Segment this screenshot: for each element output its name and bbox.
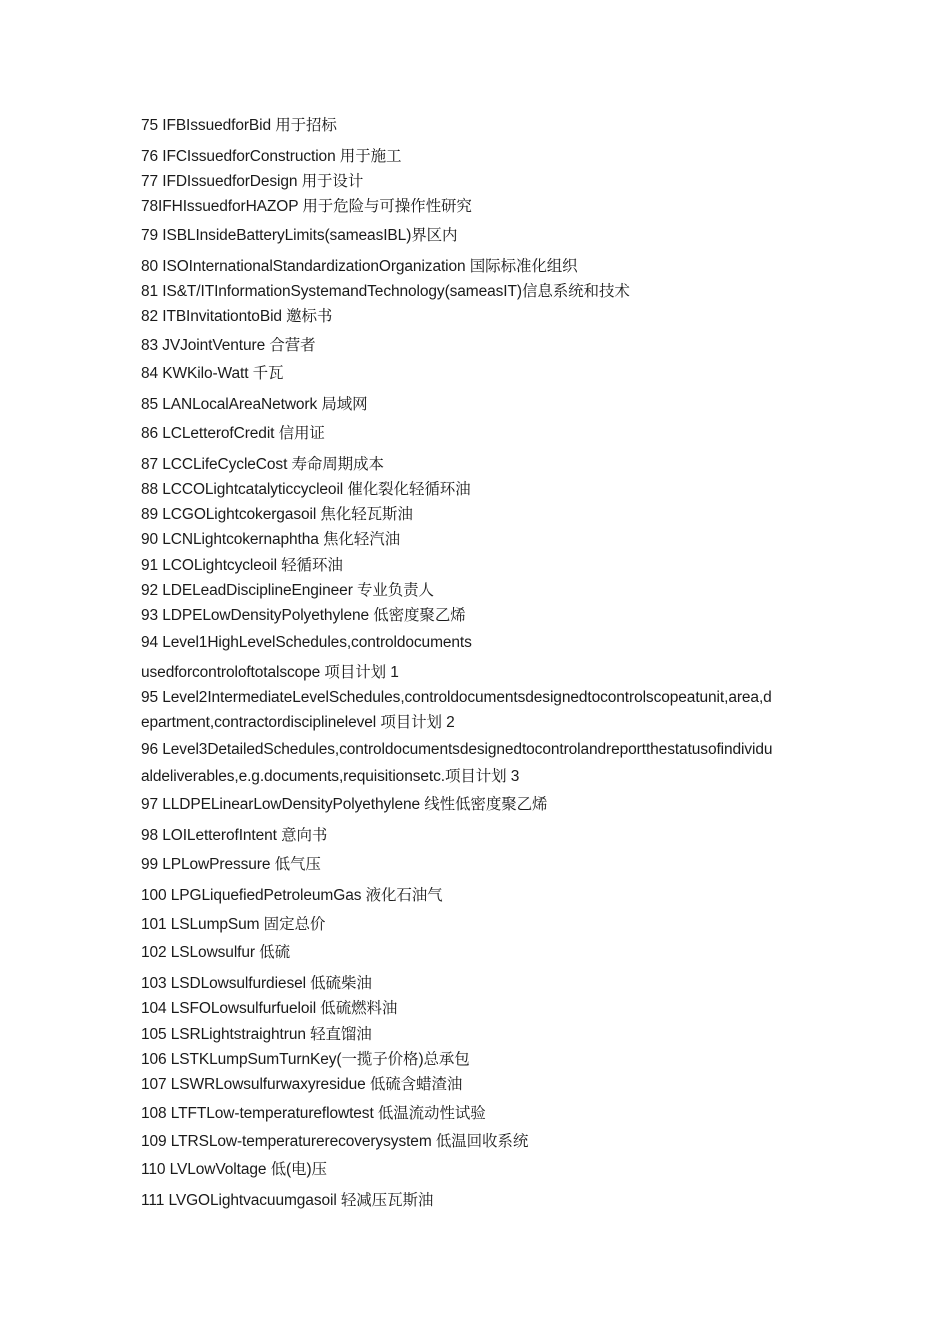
glossary-entry-88: 88 LCCOLightcatalyticcycleoil 催化裂化轻循环油 xyxy=(141,481,471,498)
glossary-entry-103: 103 LSDLowsulfurdiesel 低硫柴油 xyxy=(141,975,372,992)
glossary-entry-99: 99 LPLowPressure 低气压 xyxy=(141,856,321,873)
glossary-entry-104: 104 LSFOLowsulfurfueloil 低硫燃料油 xyxy=(141,1000,398,1017)
glossary-entry-79: 79 ISBLInsideBatteryLimits(sameasIBL)界区内 xyxy=(141,227,458,244)
glossary-entry-81: 81 IS&T/ITInformationSystemandTechnology(sameasIT)信息系统和技术 xyxy=(141,283,630,300)
glossary-entry-85: 85 LANLocalAreaNetwork 局域网 xyxy=(141,396,368,413)
glossary-entry-98: 98 LOILetterofIntent 意向书 xyxy=(141,827,328,844)
glossary-entry-111: 111 LVGOLightvacuumgasoil 轻减压瓦斯油 xyxy=(141,1192,434,1209)
glossary-entry-95-cont: epartment,contractordisciplinelevel 项目计划 2 xyxy=(141,714,455,731)
glossary-entry-91: 91 LCOLightcycleoil 轻循环油 xyxy=(141,557,343,574)
glossary-entry-97: 97 LLDPELinearLowDensityPolyethylene 线性低密度聚乙烯 xyxy=(141,796,548,813)
glossary-entry-105: 105 LSRLightstraightrun 轻直馏油 xyxy=(141,1026,372,1043)
glossary-entry-102: 102 LSLowsulfur 低硫 xyxy=(141,944,290,961)
glossary-entry-94-cont: usedforcontroloftotalscope 项目计划 1 xyxy=(141,664,399,681)
glossary-entry-92: 92 LDELeadDisciplineEngineer 专业负责人 xyxy=(141,582,434,599)
glossary-entry-77: 77 IFDIssuedforDesign 用于设计 xyxy=(141,173,364,190)
glossary-entry-83: 83 JVJointVenture 合营者 xyxy=(141,337,316,354)
glossary-entry-96: 96 Level3DetailedSchedules,controldocumentsdesignedtocontrolandreportthestatusofindividu xyxy=(141,741,773,758)
glossary-entry-80: 80 ISOInternationalStandardizationOrganization 国际标准化组织 xyxy=(141,258,578,275)
glossary-entry-109: 109 LTRSLow-temperaturerecoverysystem 低温回收系统 xyxy=(141,1133,529,1150)
glossary-entry-89: 89 LCGOLightcokergasoil 焦化轻瓦斯油 xyxy=(141,506,413,523)
glossary-entry-100: 100 LPGLiquefiedPetroleumGas 液化石油气 xyxy=(141,887,443,904)
glossary-entry-106: 106 LSTKLumpSumTurnKey(一揽子价格)总承包 xyxy=(141,1051,470,1068)
glossary-entry-86: 86 LCLetterofCredit 信用证 xyxy=(141,425,325,442)
glossary-entry-107: 107 LSWRLowsulfurwaxyresidue 低硫含蜡渣油 xyxy=(141,1076,463,1093)
glossary-entry-87: 87 LCCLifeCycleCost 寿命周期成本 xyxy=(141,456,384,473)
glossary-entry-90: 90 LCNLightcokernaphtha 焦化轻汽油 xyxy=(141,531,401,548)
glossary-entry-82: 82 ITBInvitationtoBid 邀标书 xyxy=(141,308,333,325)
glossary-entry-95: 95 Level2IntermediateLevelSchedules,controldocumentsdesignedtocontrolscopeatunit,area,d xyxy=(141,689,772,706)
glossary-entry-93: 93 LDPELowDensityPolyethylene 低密度聚乙烯 xyxy=(141,607,466,624)
glossary-entry-84: 84 KWKilo-Watt 千瓦 xyxy=(141,365,284,382)
glossary-entry-75: 75 IFBIssuedforBid 用于招标 xyxy=(141,117,337,134)
glossary-entry-78: 78IFHIssuedforHAZOP 用于危险与可操作性研究 xyxy=(141,198,472,215)
glossary-entry-110: 110 LVLowVoltage 低(电)压 xyxy=(141,1161,327,1178)
glossary-entry-108: 108 LTFTLow-temperatureflowtest 低温流动性试验 xyxy=(141,1105,486,1122)
glossary-entry-94: 94 Level1HighLevelSchedules,controldocuments xyxy=(141,634,472,651)
glossary-entry-101: 101 LSLumpSum 固定总价 xyxy=(141,916,326,933)
glossary-entry-76: 76 IFCIssuedforConstruction 用于施工 xyxy=(141,148,402,165)
glossary-entry-96-cont: aldeliverables,e.g.documents,requisitionsetc.项目计划 3 xyxy=(141,768,520,785)
